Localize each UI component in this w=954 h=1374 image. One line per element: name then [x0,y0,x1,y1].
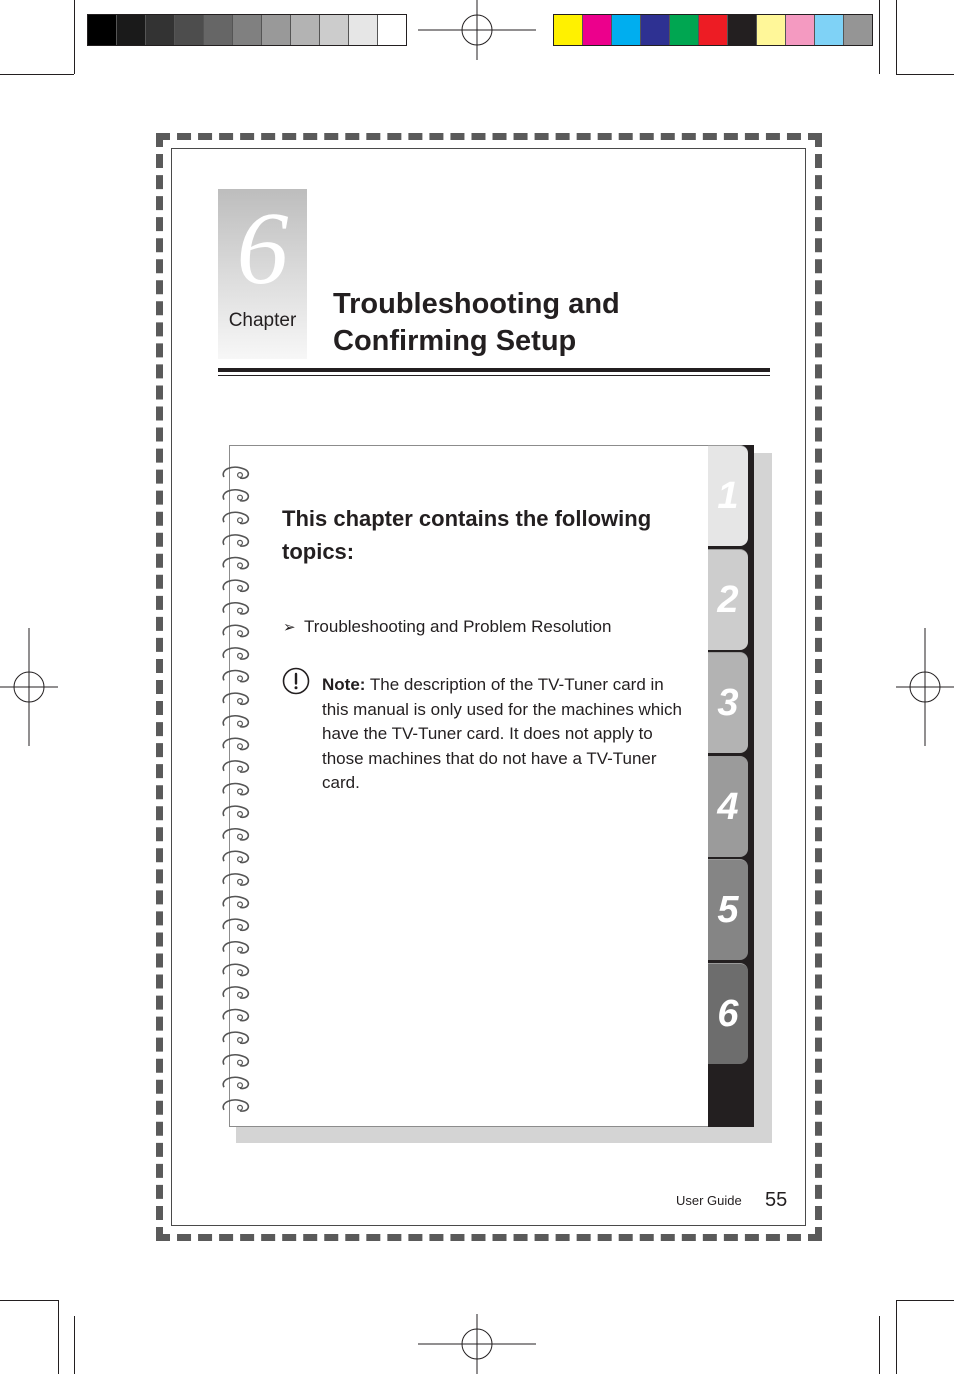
color-swatch [699,15,728,45]
color-swatch [378,15,406,45]
color-swatch [728,15,757,45]
color-swatch [117,15,146,45]
spiral-coil [223,580,248,591]
color-swatch [844,15,872,45]
crop-mark [896,0,897,74]
crop-mark [896,1300,897,1374]
spiral-coil [223,897,248,908]
spiral-coil [223,648,248,659]
chapter-title-line: Confirming Setup [333,325,577,357]
color-calibration-bar [553,14,873,46]
spiral-coil [223,1032,248,1043]
note-label: Note: [322,675,366,694]
topic-label: Troubleshooting and Problem Resolution [304,617,612,636]
color-swatch [641,15,670,45]
color-swatch [146,15,175,45]
title-rule-thin [218,375,770,376]
color-swatch [291,15,320,45]
registration-target-icon [896,628,954,746]
spiral-coil [223,467,248,478]
grayscale-calibration-bar [87,14,407,46]
spiral-coil [223,964,248,975]
color-swatch [757,15,786,45]
crop-mark [74,1316,75,1374]
arrow-bullet-icon: ➢ [283,619,296,636]
chapter-tab-1[interactable]: 1 [708,445,748,546]
crop-mark [879,1316,880,1374]
color-swatch [815,15,844,45]
color-swatch [786,15,815,45]
color-swatch [320,15,349,45]
spiral-coil [223,625,248,636]
color-swatch [349,15,378,45]
color-swatch [233,15,262,45]
chapter-number: 6 [236,191,289,306]
crop-mark [879,0,880,74]
spiral-binding-icon [218,460,258,1120]
spiral-coil [223,919,248,930]
topic-list-item [283,617,611,637]
registration-target-icon [0,628,58,746]
note-body: The description of the TV-Tuner card in this manual is only used for the machines which have the TV-Tuner card. It does not apply to those machines that do not have a TV-Tuner card. [322,675,683,792]
chapter-tab-2[interactable]: 2 [708,549,748,650]
spiral-coil [223,490,248,501]
title-rule [218,368,770,372]
spiral-coil [223,1077,248,1088]
spiral-coil [223,761,248,772]
spiral-coil [223,512,248,523]
spiral-coil [223,806,248,817]
spiral-coil [223,829,248,840]
exclamation-circle-icon [282,667,310,695]
spiral-coil [223,1100,248,1111]
crop-mark [896,1300,954,1301]
chapter-label: Chapter [228,310,297,331]
chapter-title-line: Troubleshooting and [333,288,620,320]
color-swatch [175,15,204,45]
chapter-tab-6[interactable]: 6 [708,963,748,1064]
page-number: 55 [765,1189,788,1211]
registration-target-icon [418,1314,536,1374]
spiral-coil [223,693,248,704]
footer-label: User Guide [676,1193,742,1208]
intro-heading: This chapter contains the following topics: [282,506,652,564]
spiral-coil [223,1010,248,1021]
crop-mark [896,74,954,75]
color-swatch [204,15,233,45]
spiral-coil [223,558,248,569]
crop-mark [0,1300,58,1301]
color-swatch [262,15,291,45]
spiral-coil [223,874,248,885]
spiral-coil [223,738,248,749]
spiral-coil [223,851,248,862]
chapter-tab-3[interactable]: 3 [708,652,748,753]
crop-mark [74,0,75,74]
color-swatch [670,15,699,45]
note-paragraph [322,673,692,796]
spiral-coil [223,1055,248,1066]
chapter-title [333,286,620,360]
spiral-coil [223,716,248,727]
spiral-coil [223,535,248,546]
crop-mark [58,1300,59,1374]
registration-target-icon [418,0,536,60]
color-swatch [583,15,612,45]
spiral-coil [223,942,248,953]
chapter-badge [218,189,307,359]
spiral-coil [223,987,248,998]
chapter-tab-4[interactable]: 4 [708,756,748,857]
color-swatch [612,15,641,45]
color-swatch [554,15,583,45]
chapter-tab-5[interactable]: 5 [708,859,748,960]
color-swatch [88,15,117,45]
crop-mark [0,74,74,75]
spiral-coil [223,603,248,614]
spiral-coil [223,784,248,795]
spiral-coil [223,671,248,682]
